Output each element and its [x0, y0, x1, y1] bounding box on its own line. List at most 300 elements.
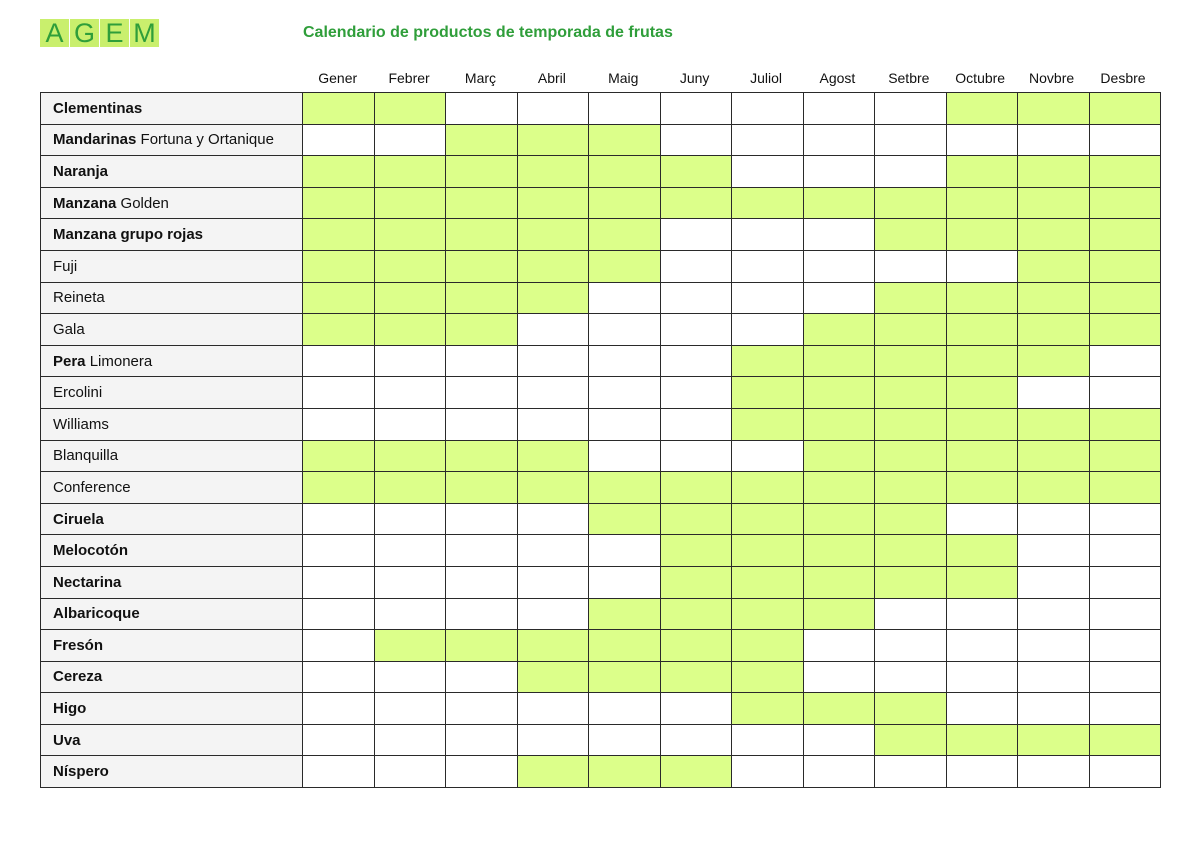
season-cell-in: [875, 408, 947, 440]
season-cell-in: [875, 535, 947, 567]
season-cell-out: [446, 408, 518, 440]
season-cell-in: [1089, 187, 1161, 219]
fruit-name-bold: Cereza: [53, 668, 103, 686]
season-cell-in: [589, 187, 661, 219]
fruit-name-bold: Clementinas: [53, 99, 143, 117]
fruit-row: [41, 250, 1161, 282]
season-cell-out: [946, 250, 1018, 282]
fruit-row: [41, 598, 1161, 630]
month-header: Març: [464, 70, 497, 86]
season-cell-in: [1018, 314, 1090, 346]
season-cell-out: [732, 756, 804, 788]
logo-letter-a: A: [40, 19, 69, 47]
season-cell-in: [946, 472, 1018, 504]
fruit-variety: Gala: [53, 320, 85, 338]
season-cell-out: [517, 535, 589, 567]
season-cell-out: [517, 598, 589, 630]
season-cell-in: [660, 630, 732, 662]
fruit-label: [41, 535, 303, 567]
logo-letter-e: E: [100, 19, 129, 47]
season-cell-in: [875, 472, 947, 504]
season-cell-in: [446, 187, 518, 219]
month-header: Agost: [819, 70, 856, 86]
fruit-label: [41, 566, 303, 598]
season-cell-out: [446, 377, 518, 409]
season-cell-in: [732, 345, 804, 377]
season-cell-out: [660, 724, 732, 756]
season-cell-out: [660, 219, 732, 251]
fruit-label: [41, 282, 303, 314]
season-cell-out: [1018, 566, 1090, 598]
season-cell-in: [517, 472, 589, 504]
season-cell-out: [1018, 630, 1090, 662]
season-cell-out: [803, 756, 875, 788]
season-cell-in: [1089, 250, 1161, 282]
season-cell-in: [732, 630, 804, 662]
fruit-name-bold: Nectarina: [53, 573, 122, 591]
season-cell-in: [946, 408, 1018, 440]
season-cell-out: [589, 535, 661, 567]
season-cell-out: [374, 661, 446, 693]
fruit-label: [41, 124, 303, 156]
season-cell-in: [1089, 93, 1161, 125]
season-cell-out: [374, 345, 446, 377]
season-cell-out: [589, 93, 661, 125]
season-cell-out: [1089, 693, 1161, 725]
season-cell-out: [875, 93, 947, 125]
season-cell-in: [589, 156, 661, 188]
season-cell-out: [875, 630, 947, 662]
season-cell-out: [303, 408, 375, 440]
season-cell-out: [1089, 124, 1161, 156]
season-cell-in: [803, 566, 875, 598]
season-cell-in: [660, 187, 732, 219]
season-cell-in: [875, 377, 947, 409]
season-cell-out: [303, 756, 375, 788]
season-cell-out: [732, 250, 804, 282]
fruit-name-bold: Ciruela: [53, 510, 104, 528]
season-cell-in: [589, 472, 661, 504]
season-cell-in: [446, 472, 518, 504]
season-cell-in: [1089, 724, 1161, 756]
season-cell-out: [660, 693, 732, 725]
season-cell-out: [1089, 756, 1161, 788]
season-cell-in: [589, 503, 661, 535]
fruit-variety: Ercolini: [53, 384, 103, 402]
season-cell-out: [517, 345, 589, 377]
season-cell-in: [1089, 408, 1161, 440]
season-cell-out: [732, 440, 804, 472]
season-cell-in: [589, 661, 661, 693]
season-cell-out: [1018, 503, 1090, 535]
month-header: Gener: [318, 70, 358, 86]
season-cell-out: [374, 503, 446, 535]
fruit-label: [41, 377, 303, 409]
season-cell-out: [589, 314, 661, 346]
season-cell-out: [660, 282, 732, 314]
fruit-label: [41, 503, 303, 535]
season-cell-in: [517, 282, 589, 314]
season-cell-in: [589, 630, 661, 662]
season-cell-in: [374, 440, 446, 472]
season-cell-in: [517, 630, 589, 662]
season-cell-in: [732, 566, 804, 598]
season-cell-out: [803, 124, 875, 156]
season-cell-out: [374, 535, 446, 567]
season-cell-out: [803, 219, 875, 251]
month-header: Abril: [537, 70, 566, 86]
season-cell-in: [875, 440, 947, 472]
season-cell-out: [589, 282, 661, 314]
season-cell-in: [660, 472, 732, 504]
fruit-variety: Fortuna y Ortanique: [136, 131, 274, 149]
season-cell-out: [803, 282, 875, 314]
season-cell-out: [303, 630, 375, 662]
season-cell-in: [803, 472, 875, 504]
season-cell-out: [446, 345, 518, 377]
season-cell-out: [446, 724, 518, 756]
fruit-row: [41, 187, 1161, 219]
season-cell-out: [303, 124, 375, 156]
month-header-row: [302, 70, 1159, 86]
logo-letter-m: M: [130, 19, 159, 47]
season-cell-in: [803, 408, 875, 440]
season-cell-out: [374, 724, 446, 756]
season-cell-out: [1018, 535, 1090, 567]
fruit-label: [41, 219, 303, 251]
fruit-row: [41, 156, 1161, 188]
season-cell-in: [946, 440, 1018, 472]
season-cell-in: [946, 156, 1018, 188]
fruit-label: [41, 630, 303, 662]
season-cell-in: [303, 219, 375, 251]
season-cell-in: [803, 187, 875, 219]
season-cell-out: [1018, 693, 1090, 725]
fruit-name-bold: Naranja: [53, 162, 109, 180]
season-cell-in: [1018, 156, 1090, 188]
season-cell-in: [446, 440, 518, 472]
fruit-variety: Reineta: [53, 289, 105, 307]
season-cell-in: [589, 598, 661, 630]
season-cell-out: [517, 693, 589, 725]
season-cell-in: [374, 472, 446, 504]
season-cell-in: [1089, 156, 1161, 188]
season-cell-in: [660, 156, 732, 188]
season-cell-out: [589, 345, 661, 377]
season-cell-out: [660, 250, 732, 282]
season-cell-out: [374, 124, 446, 156]
fruit-variety: Fuji: [53, 257, 78, 275]
fruit-variety: Blanquilla: [53, 447, 119, 465]
season-cell-out: [1089, 535, 1161, 567]
fruit-row: [41, 661, 1161, 693]
fruit-row: [41, 408, 1161, 440]
month-header: Desbre: [1100, 70, 1146, 86]
season-cell-in: [803, 377, 875, 409]
fruit-name-bold: Uva: [53, 731, 81, 749]
season-cell-in: [732, 472, 804, 504]
season-cell-out: [732, 156, 804, 188]
season-cell-in: [1018, 93, 1090, 125]
season-cell-in: [446, 250, 518, 282]
season-cell-in: [1018, 440, 1090, 472]
season-cell-out: [660, 440, 732, 472]
season-cell-out: [446, 566, 518, 598]
season-cell-in: [374, 156, 446, 188]
season-cell-out: [446, 598, 518, 630]
season-cell-out: [875, 661, 947, 693]
season-cell-in: [1018, 472, 1090, 504]
season-cell-out: [660, 314, 732, 346]
season-cell-out: [446, 93, 518, 125]
fruit-label: [41, 156, 303, 188]
season-cell-in: [946, 724, 1018, 756]
season-cell-out: [589, 440, 661, 472]
fruit-row: [41, 124, 1161, 156]
season-cell-out: [803, 250, 875, 282]
season-cell-in: [732, 661, 804, 693]
season-cell-in: [517, 219, 589, 251]
season-cell-in: [589, 756, 661, 788]
fruit-variety: Limonera: [85, 352, 153, 370]
fruit-name-bold: Manzana: [53, 194, 117, 212]
season-cell-in: [875, 345, 947, 377]
season-cell-out: [1089, 566, 1161, 598]
fruit-name-bold: Mandarinas: [53, 131, 137, 149]
season-cell-in: [303, 187, 375, 219]
season-cell-in: [803, 535, 875, 567]
fruit-label: [41, 598, 303, 630]
month-header: Juny: [679, 70, 710, 86]
season-cell-out: [589, 566, 661, 598]
agem-logo: [40, 19, 160, 47]
season-cell-out: [374, 693, 446, 725]
season-cell-in: [803, 345, 875, 377]
season-cell-out: [517, 503, 589, 535]
fruit-label: [41, 345, 303, 377]
fruit-row: [41, 440, 1161, 472]
season-cell-out: [732, 219, 804, 251]
season-cell-in: [1018, 219, 1090, 251]
season-cell-out: [1018, 598, 1090, 630]
season-cell-out: [660, 408, 732, 440]
page-title: Calendario de productos de temporada de frutas: [303, 24, 673, 41]
season-cell-in: [875, 187, 947, 219]
season-cell-in: [660, 503, 732, 535]
season-cell-in: [732, 693, 804, 725]
season-cell-in: [1018, 282, 1090, 314]
season-cell-in: [1089, 440, 1161, 472]
season-cell-in: [303, 250, 375, 282]
fruit-label: [41, 93, 303, 125]
season-cell-out: [803, 93, 875, 125]
season-cell-out: [1089, 377, 1161, 409]
season-cell-out: [660, 124, 732, 156]
season-cell-in: [1089, 219, 1161, 251]
season-cell-out: [803, 661, 875, 693]
season-cell-out: [1018, 377, 1090, 409]
season-cell-out: [446, 503, 518, 535]
fruit-label: [41, 661, 303, 693]
season-cell-out: [517, 408, 589, 440]
season-cell-in: [589, 250, 661, 282]
season-cell-in: [374, 219, 446, 251]
season-cell-out: [303, 345, 375, 377]
season-cell-in: [517, 440, 589, 472]
season-cell-in: [803, 314, 875, 346]
season-cell-out: [946, 503, 1018, 535]
season-cell-out: [946, 630, 1018, 662]
season-cell-in: [1018, 345, 1090, 377]
season-cell-out: [875, 156, 947, 188]
season-cell-in: [732, 535, 804, 567]
season-cell-out: [875, 250, 947, 282]
fruit-label: [41, 187, 303, 219]
season-cell-out: [446, 756, 518, 788]
season-cell-in: [803, 503, 875, 535]
season-cell-out: [1089, 630, 1161, 662]
season-cell-in: [303, 440, 375, 472]
season-calendar-table: [40, 92, 1161, 788]
fruit-name-bold: Níspero: [53, 763, 109, 781]
fruit-variety: Golden: [116, 194, 169, 212]
season-cell-in: [446, 282, 518, 314]
season-cell-out: [303, 661, 375, 693]
season-cell-out: [660, 345, 732, 377]
season-cell-out: [946, 661, 1018, 693]
season-cell-out: [875, 124, 947, 156]
season-cell-out: [946, 693, 1018, 725]
fruit-row: [41, 630, 1161, 662]
season-cell-in: [589, 124, 661, 156]
season-cell-in: [875, 693, 947, 725]
season-cell-out: [946, 756, 1018, 788]
season-cell-out: [446, 693, 518, 725]
season-cell-in: [374, 282, 446, 314]
fruit-row: [41, 377, 1161, 409]
season-cell-in: [1089, 314, 1161, 346]
fruit-row: [41, 314, 1161, 346]
season-cell-in: [660, 598, 732, 630]
season-cell-out: [732, 724, 804, 756]
season-cell-in: [946, 377, 1018, 409]
fruit-row: [41, 756, 1161, 788]
season-cell-out: [374, 756, 446, 788]
season-cell-in: [660, 756, 732, 788]
season-cell-in: [446, 630, 518, 662]
fruit-label: [41, 693, 303, 725]
month-header: Febrer: [388, 70, 430, 86]
season-cell-in: [660, 566, 732, 598]
fruit-label: [41, 250, 303, 282]
season-cell-in: [803, 598, 875, 630]
season-cell-out: [374, 377, 446, 409]
season-cell-out: [946, 598, 1018, 630]
season-cell-out: [803, 724, 875, 756]
season-cell-in: [660, 661, 732, 693]
fruit-row: [41, 566, 1161, 598]
fruit-name-bold: Fresón: [53, 636, 104, 654]
fruit-name-bold: Manzana grupo rojas: [53, 226, 204, 244]
season-cell-in: [946, 219, 1018, 251]
fruit-name-bold: Albaricoque: [53, 605, 140, 623]
fruit-row: [41, 693, 1161, 725]
fruit-name-bold: Pera: [53, 352, 86, 370]
season-cell-in: [875, 724, 947, 756]
season-cell-in: [732, 408, 804, 440]
season-cell-in: [517, 250, 589, 282]
season-cell-out: [517, 314, 589, 346]
season-cell-out: [946, 124, 1018, 156]
fruit-variety: Williams: [53, 415, 109, 433]
season-cell-in: [1018, 408, 1090, 440]
season-cell-in: [303, 156, 375, 188]
season-cell-out: [1089, 345, 1161, 377]
season-cell-in: [374, 187, 446, 219]
season-cell-in: [875, 314, 947, 346]
season-cell-in: [803, 440, 875, 472]
season-cell-in: [517, 156, 589, 188]
season-cell-in: [446, 124, 518, 156]
season-cell-in: [374, 250, 446, 282]
month-header: Setbre: [888, 70, 930, 86]
fruit-row: [41, 219, 1161, 251]
season-cell-out: [1089, 661, 1161, 693]
month-header: Maig: [608, 70, 639, 86]
fruit-row: [41, 93, 1161, 125]
season-cell-in: [875, 503, 947, 535]
season-cell-out: [517, 566, 589, 598]
season-cell-in: [517, 187, 589, 219]
season-cell-in: [732, 377, 804, 409]
season-cell-in: [303, 314, 375, 346]
season-cell-in: [374, 314, 446, 346]
fruit-label: [41, 756, 303, 788]
season-cell-in: [946, 314, 1018, 346]
season-cell-in: [946, 566, 1018, 598]
season-cell-out: [374, 408, 446, 440]
season-cell-in: [303, 282, 375, 314]
month-header: Juliol: [750, 70, 782, 86]
season-cell-in: [1018, 724, 1090, 756]
season-cell-out: [589, 693, 661, 725]
fruit-row: [41, 472, 1161, 504]
season-cell-in: [1018, 187, 1090, 219]
season-cell-in: [589, 219, 661, 251]
season-cell-out: [303, 693, 375, 725]
season-cell-out: [589, 724, 661, 756]
season-cell-out: [374, 566, 446, 598]
season-cell-out: [589, 377, 661, 409]
season-cell-out: [517, 377, 589, 409]
season-cell-out: [732, 314, 804, 346]
season-cell-in: [517, 661, 589, 693]
season-cell-in: [732, 598, 804, 630]
season-cell-out: [1018, 756, 1090, 788]
season-cell-in: [517, 124, 589, 156]
season-cell-out: [732, 124, 804, 156]
season-cell-in: [446, 219, 518, 251]
season-cell-in: [946, 535, 1018, 567]
fruit-row: [41, 503, 1161, 535]
fruit-name-bold: Melocotón: [53, 542, 128, 560]
season-cell-out: [1018, 661, 1090, 693]
season-cell-in: [732, 503, 804, 535]
season-cell-out: [374, 598, 446, 630]
season-cell-in: [446, 314, 518, 346]
season-cell-in: [446, 156, 518, 188]
season-cell-in: [303, 472, 375, 504]
